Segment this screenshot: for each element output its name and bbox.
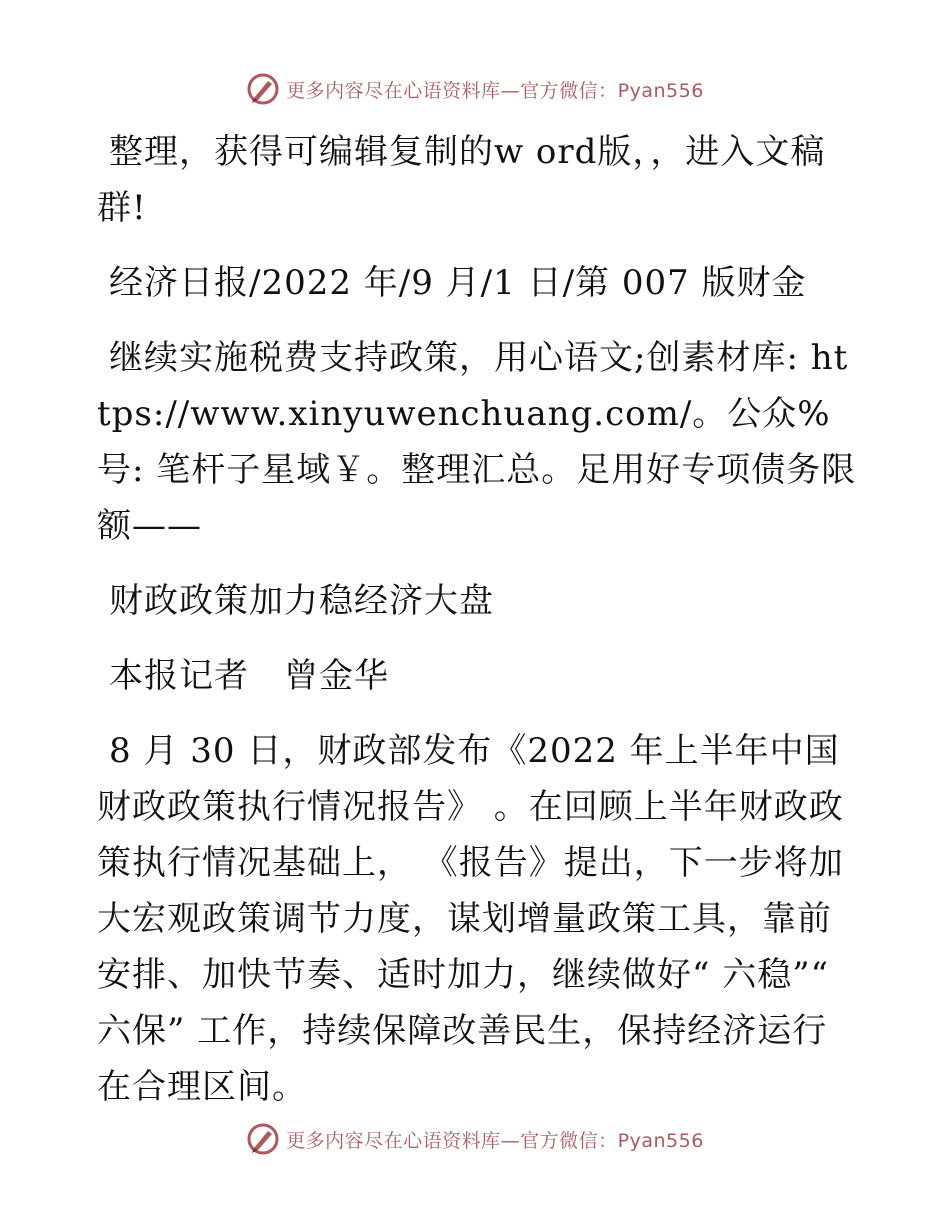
paragraph-main: 8 月 30 日，财政部发布《2022 年上半年中国财政政策执行情况报告》 。在回顾上半年财政政策执行情况基础上， 《报告》提出，下一步将加大宏观政策调节力度，谋划增量政策工具，靠前安排、加快节奏、适时加力，继续做好“ 六稳”“ 六保” 工作，持续保障改善民生，保持经济运行在合理区间。 (97, 731, 844, 1107)
paragraph-subtitle: 继续实施税费支持政策，用心语文;创素材库: https://www.xinyuwenchuang.com/。公众%号: 笔杆子星域￥。整理汇总。足用好专项债务限额—— (97, 338, 857, 546)
footer-banner (0, 1122, 950, 1156)
pen-logo-icon (246, 72, 280, 106)
document-body (97, 120, 857, 1115)
header-banner (0, 72, 950, 106)
header-banner-text: 更多内容尽在心语资料库—官方微信：Pyan556 (286, 79, 704, 102)
pen-logo-icon (246, 1122, 280, 1156)
paragraph-source: 经济日报/2022 年/9 月/1 日/第 007 版财金 (109, 263, 807, 303)
footer-banner-text: 更多内容尽在心语资料库—官方微信：Pyan556 (286, 1129, 704, 1152)
paragraph-headline: 财政政策加力稳经济大盘 (109, 581, 494, 621)
paragraph-byline: 本报记者 曾金华 (109, 656, 389, 696)
paragraph-intro: 整理，获得可编辑复制的w ord版，，进入文稿群! (97, 132, 826, 228)
